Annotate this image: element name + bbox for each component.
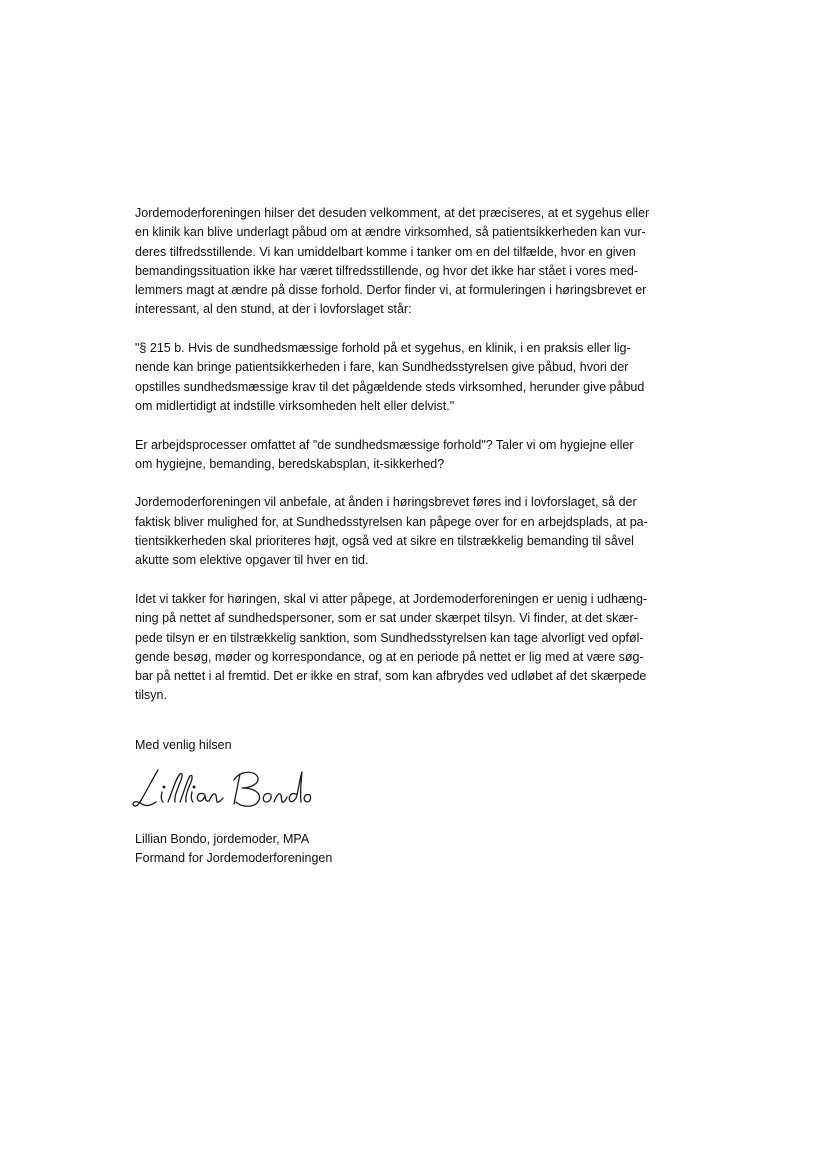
text-line: faktisk bliver mulighed for, at Sundhedsstyrelsen kan påpege over for en arbejdsplads, at pa-: [135, 514, 648, 529]
text-line: om hygiejne, bemanding, beredskabsplan, it-sikkerhed?: [135, 456, 445, 471]
signer-name: Lillian Bondo, jordemoder, MPA: [135, 832, 310, 846]
text-line: bemandingssituation ikke har været tilfredsstillende, og hvor det ikke har stået i vores med-: [135, 263, 639, 278]
letter-body: [135, 204, 695, 725]
paragraph-consultation-welcome: [135, 204, 695, 320]
text-line: ning på nettet af sundhedspersoner, som er sat under skærpet tilsyn. Vi finder, at det skær-: [135, 611, 638, 626]
text-line: interessant, al den stund, at der i lovforslaget står:: [135, 302, 412, 317]
text-line: deres tilfredsstillende. Vi kan umiddelbart komme i tanker om en del tilfælde, hvor en given: [135, 244, 636, 259]
handwritten-signature: [128, 762, 313, 818]
paragraph-recommendation: [135, 493, 695, 570]
text-line: en klinik kan blive underlagt påbud om at ændre virksomhed, så patientsikkerheden kan vur-: [135, 225, 646, 240]
text-line: Jordemoderforeningen hilser det desuden velkomment, at det præciseres, at et sygehus eller: [135, 206, 650, 220]
text-line: opstilles sundhedsmæssige krav til det pågældende steds virksomhed, herunder give påbud: [135, 379, 645, 394]
text-line: bar på nettet i al fremtid. Det er ikke en straf, som kan afbrydes ved udløbet af det skærpede: [135, 669, 647, 684]
text-line: om midlertidigt at indstille virksomheden helt eller delvist.": [135, 398, 455, 413]
paragraph-law-quote: [135, 339, 695, 416]
text-line: "§ 215 b. Hvis de sundhedsmæssige forhold på et sygehus, en klinik, i en praksis eller lig-: [135, 341, 631, 356]
text-line: tilsyn.: [135, 688, 167, 703]
text-line: Jordemoderforeningen vil anbefale, at ånden i høringsbrevet føres ind i lovforslaget, så der: [135, 495, 637, 510]
text-line: akutte som elektive opgaver til hver en tid.: [135, 553, 369, 568]
paragraph-disagreement: [135, 590, 695, 706]
text-line: lemmers magt at ændre på disse forhold. Derfor finder vi, at formuleringen i høringsbrevet er: [135, 283, 647, 298]
closing-greeting: Med venlig hilsen: [135, 738, 232, 752]
text-line: gende besøg, møder og korrespondance, og at en periode på nettet er lig med at være søg-: [135, 649, 644, 664]
text-line: Er arbejdsprocesser omfattet af "de sundhedsmæssige forhold"? Taler vi om hygiejne eller: [135, 437, 634, 452]
signer-title: Formand for Jordemoderforeningen: [135, 851, 333, 866]
signer-block: [135, 830, 332, 869]
text-line: tientsikkerheden skal prioriteres højt, også ved at sikre en tilstrækkelig bemanding til såvel: [135, 534, 634, 549]
text-line: nende kan bringe patientsikkerheden i fare, kan Sundhedsstyrelsen give påbud, hvori der: [135, 360, 629, 375]
text-line: Idet vi takker for høringen, skal vi atter påpege, at Jordemoderforeningen er uenig i udhæng-: [135, 591, 648, 606]
paragraph-question: [135, 436, 695, 475]
text-line: pede tilsyn er en tilstrækkelig sanktion, som Sundhedsstyrelsen kan tage alvorligt ved opføl-: [135, 630, 644, 645]
